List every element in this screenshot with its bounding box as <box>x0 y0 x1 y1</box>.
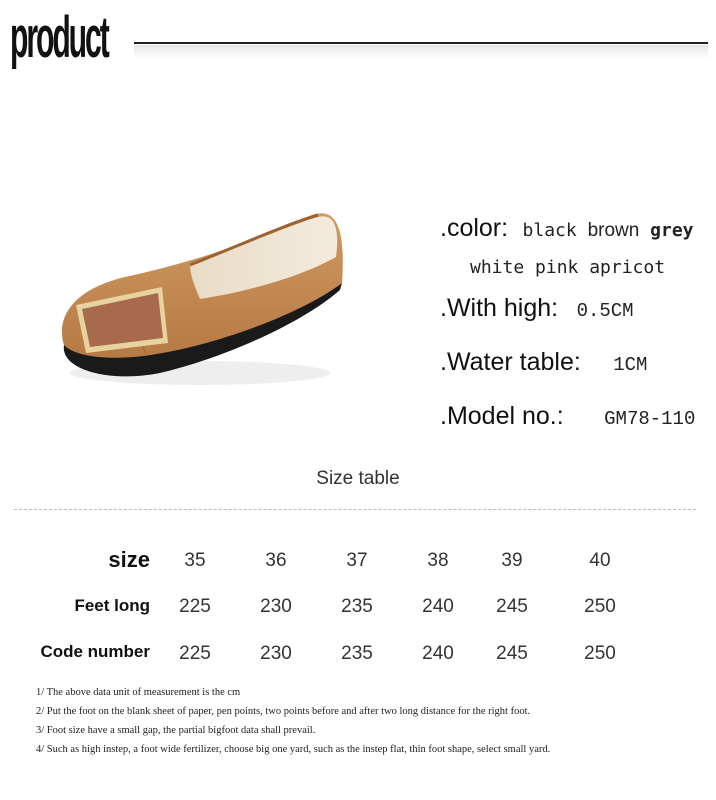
header-rule-shadow <box>134 45 708 59</box>
table-cell: 38 <box>427 550 449 571</box>
color-values-line1 <box>523 220 694 241</box>
row-label-code-number: Code number <box>40 642 150 661</box>
table-cell: 35 <box>184 550 206 571</box>
header-rule <box>134 42 708 44</box>
water-table-label: .Water table: <box>440 348 581 376</box>
table-cell: 230 <box>260 643 292 664</box>
model-value: GM78-110 <box>604 408 696 430</box>
table-cell: 40 <box>589 550 611 571</box>
table-cell: 250 <box>584 596 616 617</box>
size-row <box>0 545 716 575</box>
note-item: 2/ Put the foot on the blank sheet of paper, pen points, two points before and after two long distance for the right foot. <box>36 706 531 717</box>
product-image <box>50 195 350 395</box>
table-cell: 240 <box>422 643 454 664</box>
note-item: 3/ Foot size have a small gap, the partial bigfoot data shall prevail. <box>36 725 316 736</box>
table-cell: 39 <box>501 550 523 571</box>
spec-water-table <box>440 348 647 377</box>
with-high-value: 0.5CM <box>576 300 634 322</box>
note-item: 1/ The above data unit of measurement is the cm <box>36 687 241 698</box>
table-cell: 250 <box>584 643 616 664</box>
table-cell: 235 <box>341 596 373 617</box>
code-number-row <box>0 638 716 668</box>
size-table-title: Size table <box>316 468 400 489</box>
color-values-line2: white pink apricot <box>470 257 666 278</box>
spec-with-high <box>440 294 634 323</box>
table-cell: 235 <box>341 643 373 664</box>
color-black: black <box>522 220 577 241</box>
size-notes <box>36 686 596 762</box>
color-label: .color: <box>440 214 509 242</box>
color-brown: brown <box>587 220 640 241</box>
table-cell: 245 <box>496 596 528 617</box>
with-high-label: .With high: <box>440 294 559 322</box>
table-cell: 245 <box>496 643 528 664</box>
dashed-divider <box>14 509 696 510</box>
spec-model <box>440 402 695 431</box>
row-label-size: size <box>108 547 150 572</box>
model-label: .Model no.: <box>440 402 564 430</box>
table-cell: 240 <box>422 596 454 617</box>
feet-long-row <box>0 592 716 622</box>
table-cell: 37 <box>346 550 368 571</box>
table-cell: 225 <box>179 643 211 664</box>
row-label-feet-long: Feet long <box>74 596 150 615</box>
table-cell: 225 <box>179 596 211 617</box>
shoe-illustration <box>50 195 350 395</box>
table-cell: 230 <box>260 596 292 617</box>
note-item: 4/ Such as high instep, a foot wide fertilizer, choose big one yard, such as the instep flat, thin foot shape, select small yard. <box>36 744 551 755</box>
table-cell: 36 <box>265 550 287 571</box>
water-table-value: 1CM <box>613 354 648 376</box>
header-title: product <box>10 5 108 70</box>
spec-color <box>440 214 694 243</box>
color-grey: grey <box>650 220 694 241</box>
